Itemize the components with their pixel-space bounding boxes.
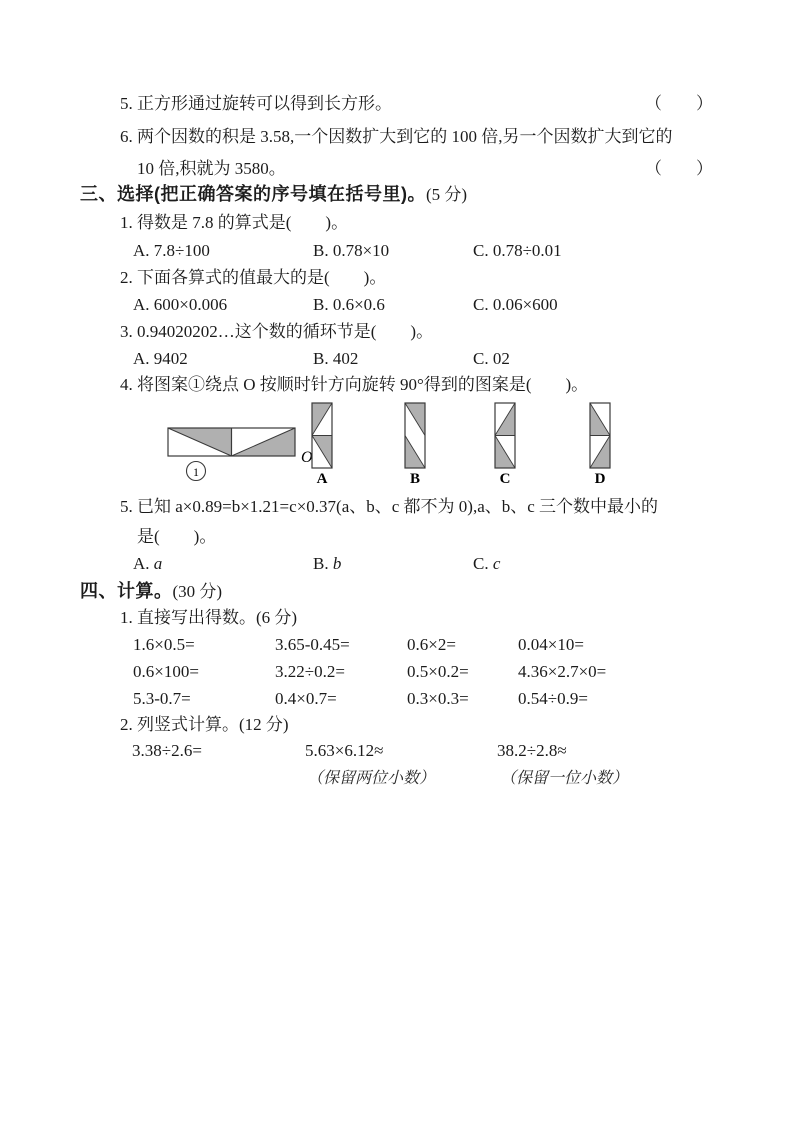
choice-q5-text-line2: 是( )。: [137, 527, 217, 546]
rotation-option-c-label: C: [499, 471, 511, 487]
rotation-option-b-label: B: [409, 471, 421, 487]
section4-heading: [0, 580, 793, 603]
choice-q1-text: 1. 得数是 7.8 的算式是( )。: [120, 213, 349, 232]
rotation-figure-svg: [160, 398, 630, 488]
rotation-option-a-label: A: [316, 471, 328, 487]
figure-original-shape: [168, 428, 295, 456]
rotation-option-b-shape: [405, 403, 425, 468]
choice-q3: [0, 321, 793, 343]
column-calc-note-3: （保留一位小数）: [500, 770, 629, 787]
circled-origin-number: 1: [193, 465, 199, 479]
calc-expression: 0.3×0.3=: [407, 689, 469, 708]
section3-heading-text: 三、选择(把正确答案的序号填在括号里)。: [80, 184, 426, 204]
choice-q4: [0, 374, 793, 396]
rotation-figure: [160, 398, 630, 488]
calc-sub2-title-text: 2. 列竖式计算。(12 分): [120, 715, 289, 734]
choice-q5-option-a: [133, 553, 162, 575]
choice-q5-option-b-prefix: B.: [313, 554, 329, 573]
section3-score: (5 分): [426, 185, 468, 204]
choice-q4-text: 4. 将图案①绕点 O 按顺时针方向旋转 90°得到的图案是( )。: [120, 375, 589, 394]
column-calc-problem-2: 5.63×6.12≈: [305, 741, 384, 760]
choice-q5-line2: [0, 526, 793, 548]
section3-heading: [0, 183, 793, 206]
choice-q5-option-c-prefix: C.: [473, 554, 489, 573]
calc-sub1-title: [0, 607, 793, 629]
rotation-option-d-label: D: [594, 471, 606, 487]
calc-expression: 0.54÷0.9=: [518, 689, 588, 708]
calc-expression: 0.5×0.2=: [407, 662, 469, 681]
choice-q3-option-c: C. 02: [473, 349, 510, 368]
choice-q2-option-b: B. 0.6×0.6: [313, 295, 385, 314]
section4-heading-text: 四、计算。: [80, 581, 173, 601]
rotation-option-d-shape: [590, 403, 610, 468]
choice-q5-option-a-prefix: A.: [133, 554, 150, 573]
rotation-point-label: O: [301, 449, 313, 466]
choice-q2-option-c: C. 0.06×600: [473, 295, 558, 314]
column-calc-note-2: （保留两位小数）: [307, 770, 436, 787]
calc-expression: 3.22÷0.2=: [275, 662, 345, 681]
choice-q2: [0, 267, 793, 289]
choice-q1-option-a: A. 7.8÷100: [133, 241, 210, 260]
calc-expression: 0.6×100=: [133, 662, 199, 681]
choice-q5-option-a-value: a: [153, 554, 163, 573]
choice-q3-text: 3. 0.94020202…这个数的循环节是( )。: [120, 322, 434, 341]
calc-expression: 0.4×0.7=: [275, 689, 337, 708]
choice-q5-text-line1: 5. 已知 a×0.89=b×1.21=c×0.37(a、b、c 都不为 0),a、b、c 三个数中最小的: [120, 497, 659, 516]
calc-expression: 1.6×0.5=: [133, 635, 195, 654]
column-calc-problem-3: 38.2÷2.8≈: [497, 741, 567, 760]
choice-q5-option-c: [473, 553, 500, 575]
judge-item-5: [0, 93, 793, 115]
judge-item-6-text-line1: 6. 两个因数的积是 3.58,一个因数扩大到它的 100 倍,另一个因数扩大到它的: [120, 127, 673, 146]
choice-q3-option-b: B. 402: [313, 349, 359, 368]
calc-expression: 4.36×2.7×0=: [518, 662, 607, 681]
judge-item-6-line2: [0, 158, 793, 180]
calc-sub1-title-text: 1. 直接写出得数。(6 分): [120, 608, 298, 627]
judge-item-5-answer-bracket: （ ）: [645, 94, 713, 113]
choice-q1: [0, 212, 793, 234]
judge-item-6-line1: [0, 126, 793, 148]
calc-expression: 5.3-0.7=: [133, 689, 191, 708]
calc-sub2-title: [0, 714, 793, 736]
calc-expression: 3.65-0.45=: [275, 635, 350, 654]
choice-q5-option-b: [313, 553, 341, 575]
choice-q5-option-b-value: b: [332, 554, 342, 573]
choice-q3-option-a: A. 9402: [133, 349, 188, 368]
rotation-option-a-shape: [312, 403, 332, 468]
column-calc-problem-1: 3.38÷2.6=: [132, 741, 202, 760]
choice-q2-text: 2. 下面各算式的值最大的是( )。: [120, 268, 387, 287]
judge-item-5-text: 5. 正方形通过旋转可以得到长方形。: [120, 94, 392, 113]
calc-expression: 0.04×10=: [518, 635, 584, 654]
choice-q2-option-a: A. 600×0.006: [133, 295, 228, 314]
judge-item-6-text-line2: 10 倍,积就为 3580。: [137, 159, 286, 178]
rotation-option-c-shape: [495, 403, 515, 468]
choice-q1-option-b: B. 0.78×10: [313, 241, 390, 260]
calc-expression: 0.6×2=: [407, 635, 456, 654]
choice-q5-line1: [0, 496, 793, 518]
section4-score: (30 分): [172, 582, 223, 601]
choice-q1-option-c: C. 0.78÷0.01: [473, 241, 562, 260]
judge-item-6-answer-bracket: （ ）: [645, 159, 713, 178]
choice-q5-option-c-value: c: [492, 554, 501, 573]
